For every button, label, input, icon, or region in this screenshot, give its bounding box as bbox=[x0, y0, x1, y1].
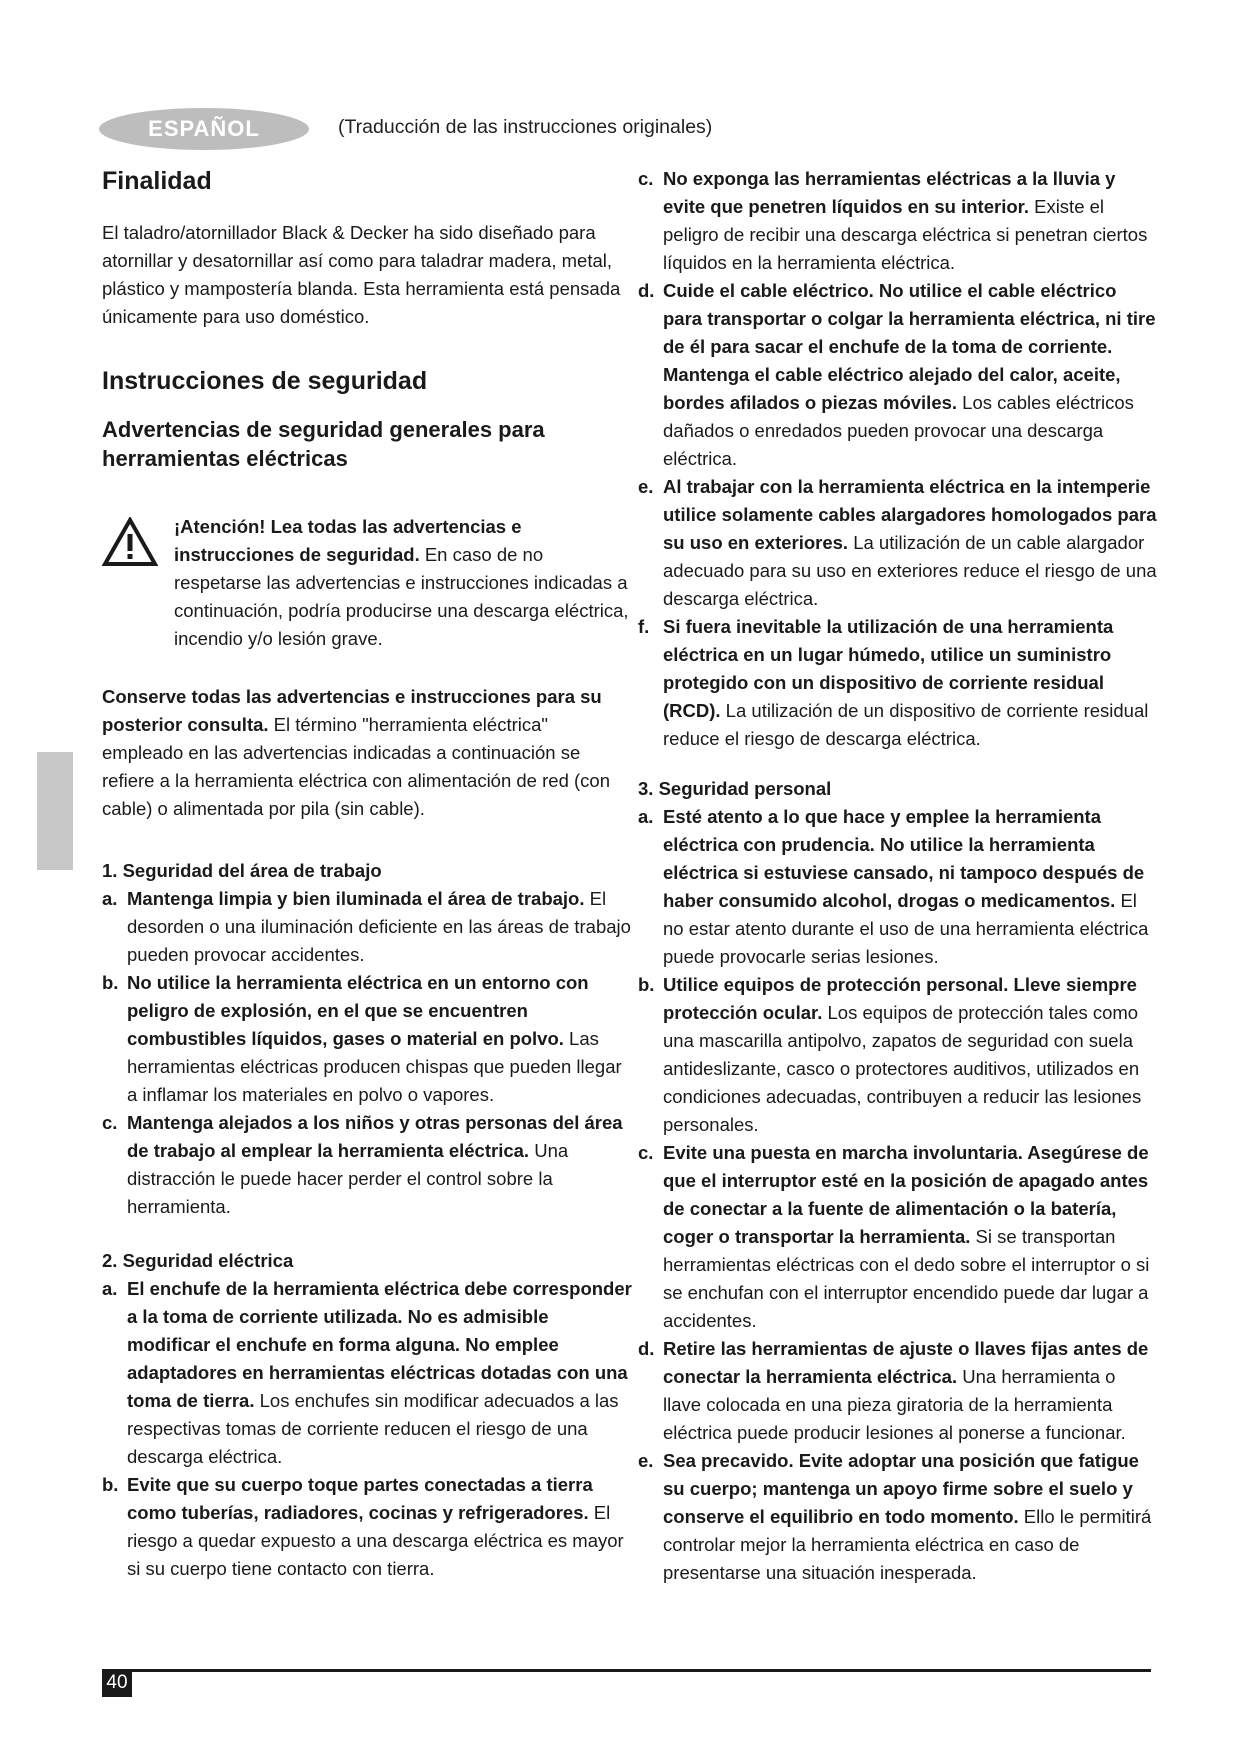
language-side-tab bbox=[37, 752, 73, 870]
translation-note: (Traducción de las instrucciones originales) bbox=[338, 116, 713, 138]
footer-rule bbox=[102, 1669, 1151, 1672]
list-item: d. Cuide el cable eléctrico. No utilice el cable eléctrico para transportar o colgar la herramienta eléctrica, ni tire de él para sacar el enchufe de la toma de corriente. Mantenga el cable eléctrico alejado del calor, aceite, bordes afilados o piezas móviles. Los cables eléctricos dañados o enredados pueden provocar una descarga eléctrica. bbox=[638, 280, 1156, 469]
warning-text bbox=[174, 513, 634, 653]
warning-body: En caso de no respetarse las advertencias e instrucciones indicadas a continuación, podría producirse una descarga eléctrica, incendio y/o lesión grave. bbox=[174, 544, 629, 649]
right-column bbox=[638, 165, 1158, 1587]
conserve-body: El término "herramienta eléctrica" empleado en las advertencias indicadas a continuación se refiere a la herramienta eléctrica con alimentación de red (con cable) o alimentada por pila (sin cable). bbox=[102, 714, 610, 819]
list-item: f. Si fuera inevitable la utilización de una herramienta eléctrica en un lugar húmedo, utilice un suministro protegido con un dispositivo de corriente residual (RCD). La utilización de un dispositivo de corriente residual reduce el riesgo de descarga eléctrica. bbox=[638, 616, 1149, 749]
language-badge: ESPAÑOL bbox=[99, 108, 309, 150]
heading-finalidad: Finalidad bbox=[102, 167, 212, 195]
heading-advertencias-generales: Advertencias de seguridad generales para herramientas eléctricas bbox=[102, 417, 545, 471]
warning-block bbox=[102, 513, 634, 653]
list-item: c. No exponga las herramientas eléctricas a la lluvia y evite que penetren líquidos en su interior. Existe el peligro de recibir una descarga eléctrica si penetran ciertos líquidos en la herramienta eléctrica. bbox=[638, 168, 1148, 273]
list-item: d. Retire las herramientas de ajuste o llaves fijas antes de conectar la herramienta eléctrica. Una herramienta o llave colocada en una pieza giratoria de la herramienta eléctrica puede producir lesiones al ponerse a funcionar. bbox=[638, 1338, 1149, 1443]
heading-instrucciones-seguridad: Instrucciones de seguridad bbox=[102, 367, 428, 395]
list-item: b. Evite que su cuerpo toque partes conectadas a tierra como tuberías, radiadores, cocinas y refrigeradores. El riesgo a quedar expuesto a una descarga eléctrica es mayor si su cuerpo tiene contacto con tierra. bbox=[102, 1474, 624, 1579]
warning-bold: ¡Atención! Lea todas las advertencias e instrucciones de seguridad. bbox=[174, 516, 522, 565]
section-3-heading: 3. Seguridad personal bbox=[638, 778, 832, 799]
list-item: e. Al trabajar con la herramienta eléctrica en la intemperie utilice solamente cables alargadores homologados para su uso en exteriores. La utilización de un cable alargador adecuado para su uso en exteriores reduce el riesgo de una descarga eléctrica. bbox=[638, 476, 1157, 609]
list-item: b. No utilice la herramienta eléctrica en un entorno con peligro de explosión, en el que se encuentren combustibles líquidos, gases o material en polvo. Las herramientas eléctricas producen chispas que pueden llegar a inflamar los materiales en polvo o vapores. bbox=[102, 972, 622, 1105]
paragraph-conserve bbox=[102, 683, 634, 823]
list-item: b. Utilice equipos de protección personal. Lleve siempre protección ocular. Los equipos de protección tales como una mascarilla antipolvo, zapatos de seguridad con suela antideslizante, casco o protectores auditivos, utilizados en condiciones adecuadas, contribuyen a reducir las lesiones personales. bbox=[638, 974, 1142, 1135]
conserve-bold: Conserve todas las advertencias e instrucciones para su posterior consulta. bbox=[102, 686, 602, 735]
left-column bbox=[102, 165, 634, 1583]
section-1-heading: 1. Seguridad del área de trabajo bbox=[102, 860, 382, 881]
list-item: e. Sea precavido. Evite adoptar una posición que fatigue su cuerpo; mantenga un apoyo firme sobre el suelo y conserve el equilibrio en todo momento. Ello le permitirá controlar mejor la herramienta eléctrica en caso de presentarse una situación inesperada. bbox=[638, 1450, 1152, 1583]
list-item: c. Evite una puesta en marcha involuntaria. Asegúrese de que el interruptor esté en la posición de apagado antes de conectar a la fuente de alimentación o la batería, coger o transportar la herramienta. Si se transportan herramientas eléctricas con el dedo sobre el interruptor o si se enchufan con el interruptor encendido puede dar lugar a accidentes. bbox=[638, 1142, 1150, 1331]
list-item: a. Esté atento a lo que hace y emplee la herramienta eléctrica con prudencia. No utilice la herramienta eléctrica si estuviese cansado, ni tampoco después de haber consumido alcohol, drogas o medicamentos. El no estar atento durante el uso de una herramienta eléctrica puede provocarle serias lesiones. bbox=[638, 806, 1149, 967]
page-number: 40 bbox=[102, 1669, 132, 1697]
list-item: a. El enchufe de la herramienta eléctrica debe corresponder a la toma de corriente utilizada. No es admisible modificar el enchufe en forma alguna. No emplee adaptadores en herramientas eléctricas dotadas con una toma de tierra. Los enchufes sin modificar adecuados a las respectivas tomas de corriente reducen el riesgo de una descarga eléctrica. bbox=[102, 1278, 632, 1467]
section-2-heading: 2. Seguridad eléctrica bbox=[102, 1250, 294, 1271]
warning-triangle-icon bbox=[102, 513, 174, 653]
list-item: a. Mantenga limpia y bien iluminada el área de trabajo. El desorden o una iluminación deficiente en las áreas de trabajo pueden provocar accidentes. bbox=[102, 888, 631, 965]
list-item: c. Mantenga alejados a los niños y otras personas del área de trabajo al emplear la herramienta eléctrica. Una distracción le puede hacer perder el control sobre la herramienta. bbox=[102, 1112, 623, 1217]
paragraph-finalidad: El taladro/atornillador Black & Decker ha sido diseñado para atornillar y desatornillar así como para taladrar madera, metal, plástico y mampostería blanda. Esta herramienta está pensada únicamente para uso doméstico. bbox=[102, 222, 621, 327]
